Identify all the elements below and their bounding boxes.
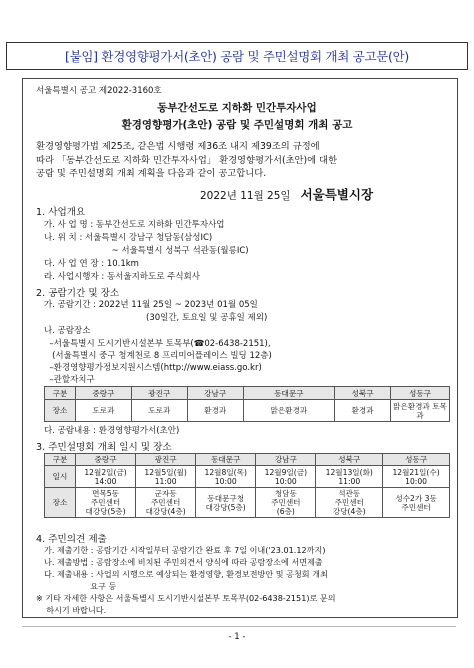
section1-line: 나. 위 치 : 서울특별시 강남구 청담동(삼성IC) bbox=[44, 233, 213, 243]
table-header-cell: 광진구 bbox=[131, 387, 187, 400]
table-header-cell: 성북구 bbox=[316, 454, 383, 466]
table-header-cell: 강남구 bbox=[187, 387, 243, 400]
table-header-cell: 성동구 bbox=[391, 387, 450, 400]
notice-heading-subject: 환경영향평가(초안) 공람 및 주민설명회 개최 공고 bbox=[121, 119, 353, 131]
table-cell bbox=[136, 488, 196, 518]
table-row-label: 장소 bbox=[45, 400, 76, 422]
intro-line: 환경영향평가법 제25조, 같은법 시행령 제36조 내지 제39조의 규정에 bbox=[36, 141, 320, 152]
briefing-place-line: 석관동 bbox=[338, 489, 361, 498]
section1-line: 가. 사 업 명 : 동부간선도로 지하화 민간투자사업 bbox=[44, 220, 225, 230]
viewing-period-note: (30일간, 토요일 및 공휴일 제외) bbox=[146, 313, 268, 323]
document-title bbox=[6, 42, 468, 70]
intro-line: 따라 「동부간선도로 지하화 민간투자사업」 환경영향평가서(초안)에 대한 bbox=[36, 154, 338, 166]
viewing-content: 다. 공람내용 : 환경영향평가서(초안) bbox=[44, 426, 180, 436]
briefing-place-line: 주민센터 bbox=[401, 502, 431, 512]
inquiry-note: ※ 기타 자세한 사항은 서울특별시 도시기반시설본부 토목부(02-6438-2151)로 문의 bbox=[36, 593, 336, 603]
viewing-place-table bbox=[44, 386, 450, 422]
section2-title: 2. 공람기간 및 장소 bbox=[36, 288, 120, 299]
table-header-cell: 성동구 bbox=[383, 454, 450, 466]
opinion-line: 요구 등 bbox=[44, 581, 117, 591]
mayor-signature: 서울특별시장 bbox=[300, 187, 374, 202]
briefing-place-line: 강당(4층) bbox=[332, 507, 366, 516]
briefing-time: 11:00 bbox=[338, 476, 361, 486]
opinion-line: 가. 제출기한 : 공람기간 시작일부터 공람기간 완료 후 7일 이내('23.01.12까지) bbox=[44, 545, 326, 555]
briefing-place-line: 주민센터 bbox=[150, 498, 181, 507]
section3-title: 3. 주민설명회 개최 일시 및 장소 bbox=[36, 442, 172, 453]
table-cell bbox=[136, 466, 196, 488]
table-cell bbox=[383, 466, 450, 488]
table-header-cell: 중랑구 bbox=[76, 387, 132, 400]
intro-line: 공람 및 주민설명회 개최 계획을 다음과 같이 공고합니다. bbox=[36, 168, 267, 180]
viewing-place-line: –관할자치구 bbox=[44, 375, 95, 385]
document-title-text: [붙임] 환경영향평가서(초안) 공람 및 주민설명회 개최 공고문(안) bbox=[65, 49, 409, 64]
table-cell bbox=[256, 466, 316, 488]
section1-line: 라. 사업시행자 : 동서울지하도로 주식회사 bbox=[44, 272, 200, 282]
table-cell-text: 맑은환경과 토목과 bbox=[393, 401, 447, 420]
briefing-place-line: 주민센터 bbox=[271, 498, 301, 507]
briefing-time: 10:00 bbox=[274, 476, 297, 486]
table-header-cell: 중랑구 bbox=[76, 454, 136, 466]
table-header-row bbox=[45, 387, 450, 400]
briefing-time: 10:00 bbox=[214, 476, 237, 486]
table-cell: 환경과 bbox=[187, 400, 243, 422]
briefing-place-line: 대강당(5층) bbox=[85, 507, 126, 516]
table-cell: 도로과 bbox=[131, 400, 187, 422]
briefing-place-line: 주민센터 bbox=[334, 498, 364, 507]
viewing-place-title: 나. 공람장소 bbox=[44, 326, 91, 336]
briefing-place-line: 대강당(4층) bbox=[145, 507, 186, 516]
briefing-place-line: 동대문구청 bbox=[207, 493, 245, 503]
notice-heading-project: 동부간선도로 지하화 민간투자사업 bbox=[157, 102, 317, 114]
viewing-period: 가. 공람기간 : 2022년 11월 25일 ~ 2023년 01월 05일 bbox=[44, 300, 258, 310]
signature-line bbox=[200, 185, 373, 203]
inquiry-note: 하시기 바랍니다. bbox=[36, 605, 107, 615]
briefing-table bbox=[44, 453, 450, 518]
table-header-cell: 성북구 bbox=[335, 387, 391, 400]
briefing-place-line: 군자동 bbox=[154, 489, 177, 498]
opinion-line: 다. 제출내용 : 사업의 시행으로 예상되는 환경영향, 환경보전방안 및 공청회 개최 bbox=[44, 569, 328, 579]
section1-title: 1. 사업개요 bbox=[36, 207, 86, 218]
table-header-cell: 구분 bbox=[45, 387, 76, 400]
briefing-time: 10:00 bbox=[405, 476, 428, 486]
table-cell bbox=[196, 466, 256, 488]
briefing-date: 12월2일(금) bbox=[84, 467, 127, 477]
briefing-time: 11:00 bbox=[154, 476, 177, 486]
table-cell bbox=[383, 488, 450, 518]
table-cell: 도로과 bbox=[76, 400, 132, 422]
table-header-row bbox=[45, 454, 450, 466]
table-cell bbox=[196, 488, 256, 518]
table-cell: 환경과 bbox=[335, 400, 391, 422]
page-number: - 1 - bbox=[228, 632, 246, 642]
table-cell: 맑은환경과 bbox=[243, 400, 334, 422]
table-header-cell: 광진구 bbox=[136, 454, 196, 466]
viewing-place-line: (서울특별시 중구 청계천로 8 프리미어플레이스 빌딩 12층) bbox=[44, 351, 272, 361]
notice-date: 2022년 11월 25일 bbox=[200, 190, 291, 202]
viewing-place-line: –서울특별시 도시기반시설본부 토목부(☎02-6438-2151), bbox=[44, 339, 271, 349]
table-header-cell: 동대문구 bbox=[243, 387, 334, 400]
table-row bbox=[45, 400, 450, 422]
table-row bbox=[45, 466, 450, 488]
briefing-place-line: 면목5동 bbox=[92, 489, 119, 498]
section1-line: 다. 사 업 연 장 : 10.1km bbox=[44, 259, 139, 269]
table-cell bbox=[76, 488, 136, 518]
briefing-date: 12월8일(목) bbox=[204, 467, 247, 477]
briefing-date: 12월21일(수) bbox=[392, 467, 440, 477]
briefing-date: 12월5일(월) bbox=[144, 467, 187, 477]
opinion-line: 나. 제출방법 : 공람장소에 비치된 주민의견서 양식에 따라 공람장소에 서면제출 bbox=[44, 557, 323, 567]
table-row-label: 장소 bbox=[45, 488, 76, 518]
table-cell bbox=[316, 488, 383, 518]
table-row-label: 일시 bbox=[45, 466, 76, 488]
briefing-time: 14:00 bbox=[94, 476, 117, 486]
intro-paragraph bbox=[36, 140, 450, 181]
table-header-cell: 동대문구 bbox=[196, 454, 256, 466]
table-header-cell: 구분 bbox=[45, 454, 76, 466]
briefing-place-line: 주민센터 bbox=[90, 498, 121, 507]
table-cell bbox=[76, 466, 136, 488]
table-cell bbox=[391, 400, 450, 422]
section4-title: 4. 주민의견 제출 bbox=[36, 534, 107, 545]
briefing-place-line: 청담동 bbox=[274, 489, 297, 498]
briefing-place-line: 성수2가 3동 bbox=[395, 493, 437, 503]
table-header-cell: 강남구 bbox=[256, 454, 316, 466]
table-cell bbox=[316, 466, 383, 488]
footer-divider bbox=[22, 626, 456, 627]
briefing-date: 12월9일(금) bbox=[264, 467, 308, 477]
table-cell bbox=[256, 488, 316, 518]
section1-line: ~ 서울특별시 성북구 석관동(월릉IC) bbox=[44, 246, 249, 256]
table-row bbox=[45, 488, 450, 518]
briefing-place-line: (6층) bbox=[276, 507, 295, 516]
notice-number: 서울특별시 공고 제2022-3160호 bbox=[36, 86, 162, 96]
briefing-place-line: 대강당(5층) bbox=[205, 502, 246, 512]
briefing-date: 12월13일(화) bbox=[325, 467, 373, 477]
viewing-place-line: –환경영향평가정보지원시스템(http://www.eiass.go.kr) bbox=[44, 363, 262, 373]
